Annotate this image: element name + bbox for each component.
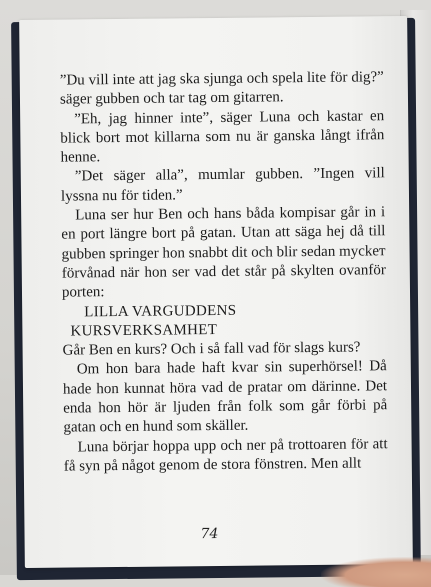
book-page xyxy=(19,16,413,568)
paragraph-5: Går Ben en kurs? Och i så fall vad för slags kurs? xyxy=(62,339,361,359)
thumb xyxy=(321,557,431,587)
paragraph-6: Om hon bara hade haft kvar sin superhörsel! Då hade hon kunnat höra vad de pratar om därinne. Det enda hon hör är ljuden från folk som går förbi på gatan och en hund som skäller. xyxy=(62,358,388,436)
sign-heading: LILLA VARGUDDENS KURSVERKSAMHET xyxy=(70,302,237,340)
paragraph-7: Luna börjar hoppa upp och ner på trottoaren för att få syn på något genom de stora fönstren. Men allt xyxy=(63,435,388,475)
page-number: 74 xyxy=(200,525,219,543)
paragraph-4: Luna ser hur Ben och hans båda kompisar går in i en port längre bort på gatan. Utan att säga hej då till gubben springer hon snabbt dit och blir sedan myckет förvånad när hon ser vad det står på skylten ovanför porten: xyxy=(61,204,386,301)
paragraph-3: ”Det säger alla”, mumlar gubben. ”Ingen vill lyssna nu för tiden.” xyxy=(60,165,385,205)
paragraph-2: ”Eh, jag hinner inte”, säger Luna och kastar en blick bort mot killarna som nu är ganska långt ifrån henne. xyxy=(60,107,385,166)
page-text xyxy=(60,68,388,477)
paragraph-1: ”Du vill inte att jag ska sjunga och spela lite för dig?” säger gubben och tar tag om gitarren. xyxy=(59,69,384,108)
